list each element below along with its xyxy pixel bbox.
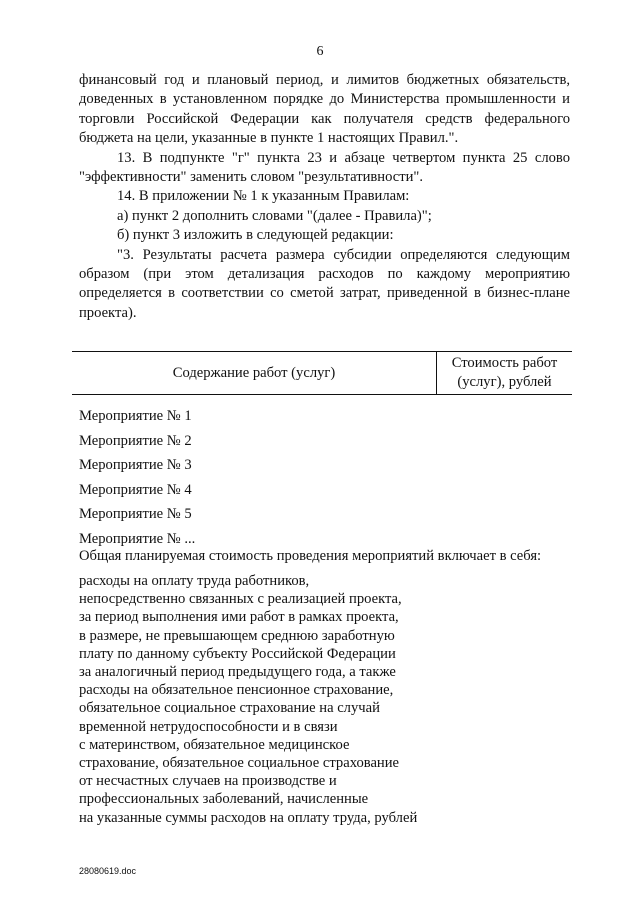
list-item: Мероприятие № 2 (79, 432, 192, 449)
paragraph-item-13: 13. В подпункте "г" пункта 23 и абзаце четвертом пункта 25 слово "эффективности" заменить словом "результативности". (79, 149, 570, 186)
document-reference: 28080619.doc (79, 866, 137, 876)
paragraph-subitem-b: б) пункт 3 изложить в следующей редакции: (117, 227, 394, 244)
body-text (79, 71, 570, 323)
cost-description (79, 572, 439, 827)
events-list (79, 404, 570, 551)
list-item: Мероприятие № 3 (79, 457, 192, 473)
cost-line: обязательное социальное страхование на случай (79, 700, 380, 717)
cost-line: за аналогичный период предыдущего года, а также (79, 664, 396, 681)
table-header-cost-line2: (услуг), рублей (457, 374, 552, 390)
cost-line: в размере, не превышающем среднюю заработную (79, 627, 395, 644)
cost-line: страхование, обязательное социальное страхование (79, 755, 400, 772)
table-header-work-content: Содержание работ (услуг) (172, 364, 336, 381)
cost-line: с материнством, обязательное медицинское (79, 736, 350, 753)
total-cost-label: Общая планируемая стоимость проведения мероприятий включает в себя: (79, 548, 542, 564)
paragraph-item-14: 14. В приложении № 1 к указанным Правилам: (117, 188, 410, 205)
cost-line: расходы на оплату труда работников, (79, 573, 310, 589)
paragraph-continuation: финансовый год и плановый период, и лимитов бюджетных обязательств, доведенных в установленном порядке до Министерства промышленности и торговли Российской Федерации как получателя средств федерального бюджета на цели, указанные в пункте 1 настоящих Правил.". (79, 72, 570, 147)
cost-line: на указанные суммы расходов на оплату труда, рублей (79, 809, 418, 826)
cost-table (72, 351, 572, 395)
table-header-cost (436, 352, 572, 394)
table-header-cost-line1: Стоимость работ (451, 355, 558, 371)
page-number: 6 (316, 44, 324, 59)
list-item: Мероприятие № 5 (79, 506, 192, 522)
cost-line: за период выполнения ими работ в рамках проекта, (79, 609, 399, 626)
list-item: Мероприятие № 1 (79, 408, 192, 424)
cost-line: профессиональных заболеваний, начисленные (79, 791, 369, 808)
table-header-row (72, 352, 572, 395)
paragraph-item-3-text: "3. Результаты расчета размера субсидии определяются следующим образом (при этом детализация расходов по каждому мероприятию определяется в соответствии со сметой затрат, приведенной в бизнес-плане проекта). (79, 246, 570, 321)
paragraph-subitem-a: а) пункт 2 дополнить словами "(далее - Правила)"; (117, 207, 432, 224)
list-item: Мероприятие № 4 (79, 481, 192, 498)
list-item: Мероприятие № ... (79, 530, 196, 547)
cost-line: плату по данному субъекту Российской Федерации (79, 645, 396, 662)
cost-line: временной нетрудоспособности и в связи (79, 718, 338, 735)
cost-line: непосредственно связанных с реализацией проекта, (79, 591, 402, 608)
cost-line: расходы на обязательное пенсионное страхование, (79, 682, 394, 699)
cost-line: от несчастных случаев на производстве и (79, 773, 337, 790)
